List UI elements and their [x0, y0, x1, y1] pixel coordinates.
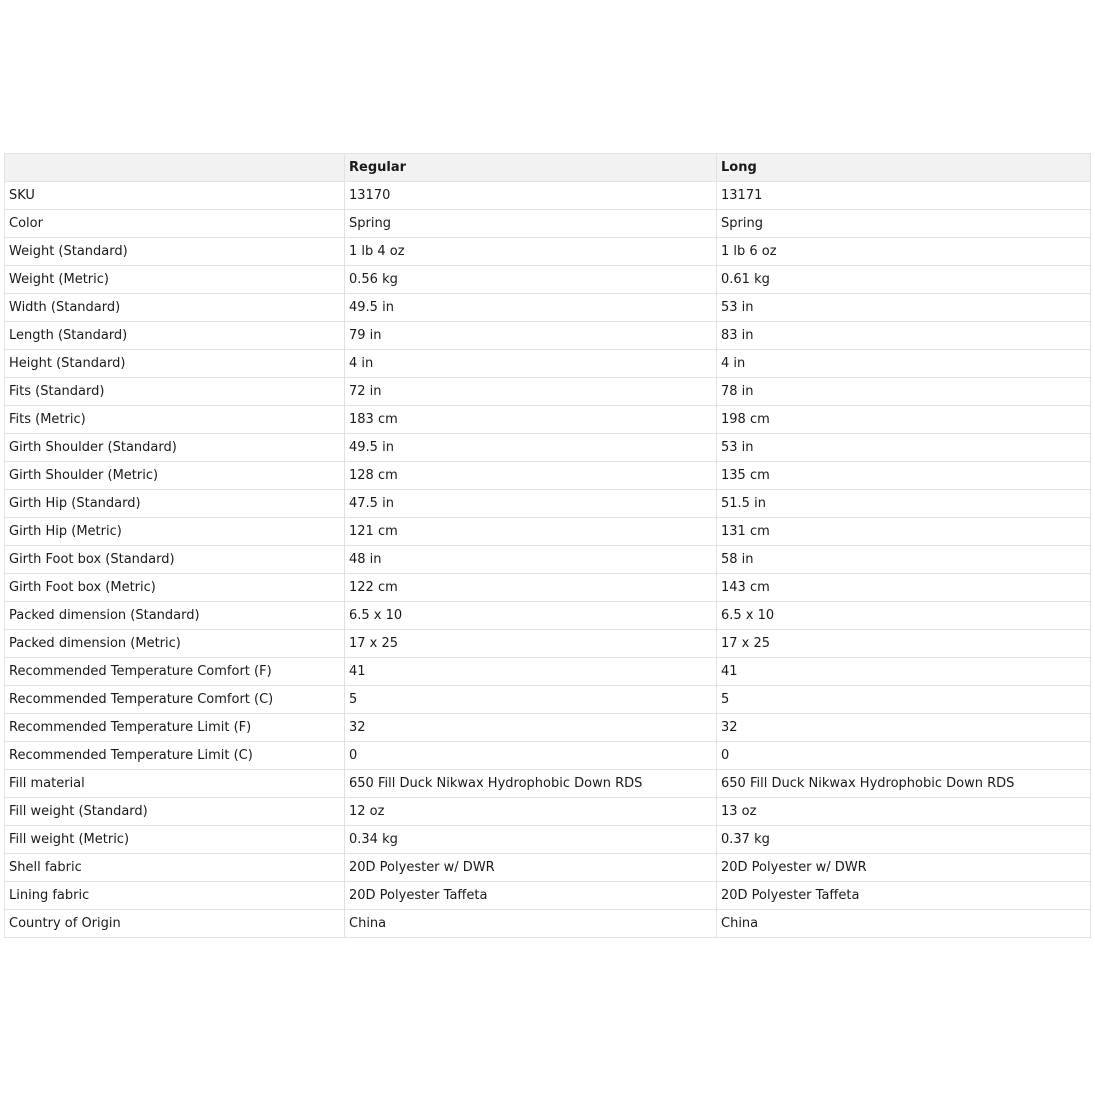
spec-regular-cell: 6.5 x 10: [345, 602, 717, 630]
spec-regular-cell: 183 cm: [345, 406, 717, 434]
spec-long-cell: 1 lb 6 oz: [717, 238, 1091, 266]
spec-regular-cell: 128 cm: [345, 462, 717, 490]
spec-label-cell: Girth Hip (Metric): [5, 518, 345, 546]
spec-long-cell: Spring: [717, 210, 1091, 238]
spec-label-cell: Length (Standard): [5, 322, 345, 350]
spec-regular-cell: 0: [345, 742, 717, 770]
spec-regular-cell: 122 cm: [345, 574, 717, 602]
spec-regular-cell: 5: [345, 686, 717, 714]
spec-regular-cell: 4 in: [345, 350, 717, 378]
spec-regular-cell: 41: [345, 658, 717, 686]
spec-long-cell: 143 cm: [717, 574, 1091, 602]
spec-long-cell: 135 cm: [717, 462, 1091, 490]
spec-regular-cell: 0.34 kg: [345, 826, 717, 854]
table-row: [5, 742, 1091, 770]
spec-label-cell: Recommended Temperature Limit (C): [5, 742, 345, 770]
spec-label-cell: Girth Shoulder (Standard): [5, 434, 345, 462]
table-row: [5, 350, 1091, 378]
table-row: [5, 574, 1091, 602]
header-cell-label: [5, 154, 345, 182]
header-cell-long: Long: [717, 154, 1091, 182]
spec-long-cell: 53 in: [717, 294, 1091, 322]
spec-regular-cell: China: [345, 910, 717, 938]
table-row: [5, 266, 1091, 294]
table-row: [5, 910, 1091, 938]
spec-long-cell: 41: [717, 658, 1091, 686]
spec-table: [4, 153, 1091, 938]
table-row: [5, 462, 1091, 490]
spec-long-cell: 0: [717, 742, 1091, 770]
spec-label-cell: Weight (Metric): [5, 266, 345, 294]
spec-regular-cell: 72 in: [345, 378, 717, 406]
table-row: [5, 882, 1091, 910]
spec-regular-cell: 0.56 kg: [345, 266, 717, 294]
table-row: [5, 210, 1091, 238]
spec-long-cell: 13171: [717, 182, 1091, 210]
spec-regular-cell: 49.5 in: [345, 294, 717, 322]
spec-table-header: [5, 154, 1091, 182]
spec-regular-cell: 17 x 25: [345, 630, 717, 658]
table-row: [5, 294, 1091, 322]
spec-label-cell: Girth Foot box (Standard): [5, 546, 345, 574]
spec-label-cell: Recommended Temperature Comfort (F): [5, 658, 345, 686]
spec-regular-cell: 20D Polyester Taffeta: [345, 882, 717, 910]
spec-long-cell: 83 in: [717, 322, 1091, 350]
table-row: [5, 182, 1091, 210]
table-row: [5, 714, 1091, 742]
spec-label-cell: Recommended Temperature Limit (F): [5, 714, 345, 742]
spec-long-cell: 20D Polyester w/ DWR: [717, 854, 1091, 882]
table-row: [5, 658, 1091, 686]
spec-regular-cell: 32: [345, 714, 717, 742]
spec-regular-cell: 121 cm: [345, 518, 717, 546]
spec-long-cell: 198 cm: [717, 406, 1091, 434]
spec-long-cell: 17 x 25: [717, 630, 1091, 658]
spec-regular-cell: 49.5 in: [345, 434, 717, 462]
table-row: [5, 518, 1091, 546]
spec-long-cell: China: [717, 910, 1091, 938]
spec-long-cell: 58 in: [717, 546, 1091, 574]
spec-long-cell: 5: [717, 686, 1091, 714]
spec-label-cell: Color: [5, 210, 345, 238]
spec-regular-cell: 650 Fill Duck Nikwax Hydrophobic Down RDS: [345, 770, 717, 798]
spec-label-cell: Fill weight (Standard): [5, 798, 345, 826]
spec-label-cell: Country of Origin: [5, 910, 345, 938]
spec-label-cell: SKU: [5, 182, 345, 210]
spec-label-cell: Recommended Temperature Comfort (C): [5, 686, 345, 714]
spec-table-body: [5, 182, 1091, 938]
spec-regular-cell: 47.5 in: [345, 490, 717, 518]
spec-label-cell: Packed dimension (Standard): [5, 602, 345, 630]
spec-regular-cell: 13170: [345, 182, 717, 210]
spec-regular-cell: 48 in: [345, 546, 717, 574]
spec-long-cell: 32: [717, 714, 1091, 742]
spec-regular-cell: 20D Polyester w/ DWR: [345, 854, 717, 882]
table-row: [5, 630, 1091, 658]
spec-label-cell: Girth Foot box (Metric): [5, 574, 345, 602]
spec-label-cell: Fits (Standard): [5, 378, 345, 406]
table-row: [5, 770, 1091, 798]
spec-label-cell: Shell fabric: [5, 854, 345, 882]
spec-long-cell: 0.61 kg: [717, 266, 1091, 294]
spec-long-cell: 13 oz: [717, 798, 1091, 826]
table-row: [5, 434, 1091, 462]
spec-long-cell: 51.5 in: [717, 490, 1091, 518]
spec-long-cell: 6.5 x 10: [717, 602, 1091, 630]
spec-long-cell: 0.37 kg: [717, 826, 1091, 854]
spec-label-cell: Height (Standard): [5, 350, 345, 378]
spec-label-cell: Width (Standard): [5, 294, 345, 322]
spec-long-cell: 53 in: [717, 434, 1091, 462]
spec-long-cell: 4 in: [717, 350, 1091, 378]
table-row: [5, 406, 1091, 434]
table-row: [5, 602, 1091, 630]
table-row: [5, 798, 1091, 826]
spec-regular-cell: 12 oz: [345, 798, 717, 826]
table-row: [5, 238, 1091, 266]
spec-regular-cell: 1 lb 4 oz: [345, 238, 717, 266]
spec-label-cell: Fits (Metric): [5, 406, 345, 434]
table-row: [5, 686, 1091, 714]
table-row: [5, 378, 1091, 406]
spec-label-cell: Fill material: [5, 770, 345, 798]
spec-regular-cell: 79 in: [345, 322, 717, 350]
spec-label-cell: Girth Shoulder (Metric): [5, 462, 345, 490]
spec-long-cell: 20D Polyester Taffeta: [717, 882, 1091, 910]
spec-label-cell: Girth Hip (Standard): [5, 490, 345, 518]
table-row: [5, 322, 1091, 350]
table-row: [5, 546, 1091, 574]
spec-label-cell: Packed dimension (Metric): [5, 630, 345, 658]
spec-long-cell: 131 cm: [717, 518, 1091, 546]
header-row: [5, 154, 1091, 182]
spec-label-cell: Weight (Standard): [5, 238, 345, 266]
header-cell-regular: Regular: [345, 154, 717, 182]
spec-label-cell: Lining fabric: [5, 882, 345, 910]
table-row: [5, 490, 1091, 518]
spec-long-cell: 78 in: [717, 378, 1091, 406]
table-row: [5, 854, 1091, 882]
spec-long-cell: 650 Fill Duck Nikwax Hydrophobic Down RDS: [717, 770, 1091, 798]
spec-regular-cell: Spring: [345, 210, 717, 238]
table-row: [5, 826, 1091, 854]
spec-label-cell: Fill weight (Metric): [5, 826, 345, 854]
